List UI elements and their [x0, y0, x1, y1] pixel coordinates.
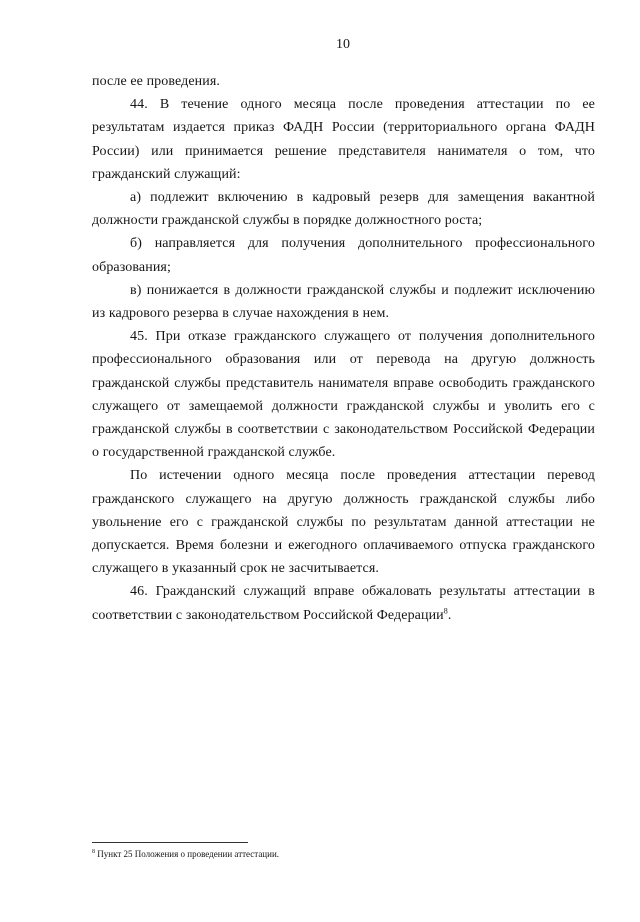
footnote-divider	[92, 842, 248, 843]
page-number: 10	[336, 37, 350, 52]
paragraph-45-continued: По истечении одного месяца после проведения аттестации перевод гражданского служащего на другую должность гражданской службы либо увольнение его с гражданской службы по результатам данной аттестации не допускается. Время болезни и ежегодного оплачиваемого отпуска гражданского служащего в указанный срок не засчитывается.	[92, 468, 595, 577]
paragraph-continuation: после ее проведения.	[92, 74, 220, 89]
paragraph-46-end: .	[447, 607, 452, 623]
paragraph-44-c: в) понижается в должности гражданской службы и подлежит исключению из кадрового резерва в случае нахождения в нем.	[92, 282, 595, 322]
paragraph-44: 44. В течение одного месяца после проведения аттестации по ее результатам издается приказ ФАДН России (территориального органа ФАДН России) или принимается решение представителя нанимателя о том, что гражданский служащий:	[92, 97, 595, 182]
footnote-text: Пункт 25 Положения о проведении аттестации.	[95, 849, 280, 859]
paragraph-44-b: б) направляется для получения дополнительного профессионального образования;	[92, 236, 595, 275]
paragraph-45: 45. При отказе гражданского служащего от получения дополнительного профессионального образования или от перевода на другую должность гражданской службы представитель нанимателя вправе освободить гражданского служащего от замещаемой должности гражданской службы и уволить его с гражданской службы в соответствии с законодательством Российской Федерации о государственной гражданской службе.	[92, 329, 595, 461]
paragraph-46	[92, 580, 595, 626]
footnote-reference: 8	[443, 606, 448, 616]
paragraph-46-text: 46. Гражданский служащий вправе обжаловать результаты аттестации в соответствии с законодательством Российской Федерации	[92, 584, 595, 623]
footnote-marker: 8	[92, 849, 95, 855]
paragraph-44-a: а) подлежит включению в кадровый резерв для замещения вакантной должности гражданской службы в порядке должностного роста;	[92, 190, 595, 229]
footnote	[92, 848, 595, 860]
body-text	[92, 70, 595, 627]
